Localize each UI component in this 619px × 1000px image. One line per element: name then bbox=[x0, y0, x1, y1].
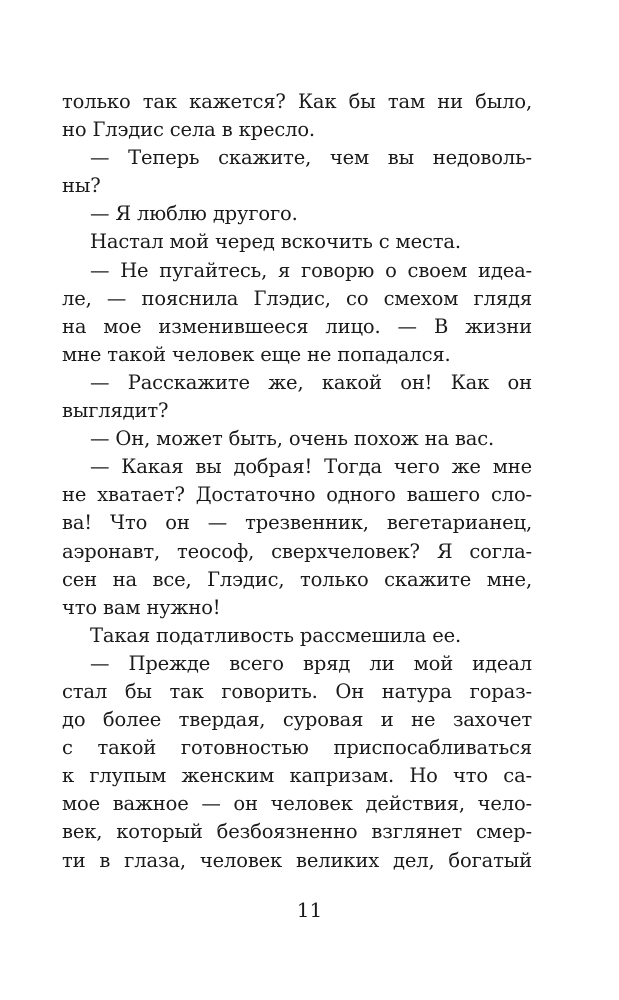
page-number: 11 bbox=[296, 898, 323, 922]
text-line: не хватает? Достаточно одного вашего сло- bbox=[62, 483, 532, 507]
text-line: выглядит? bbox=[62, 399, 169, 423]
text-line: сен на все, Глэдис, только скажите мне, bbox=[62, 567, 532, 591]
text-line: — Теперь скажите, чем вы недоволь- bbox=[90, 146, 532, 170]
text-line: мое важное — он человек действия, чело- bbox=[62, 792, 532, 816]
text-line: что вам нужно! bbox=[62, 595, 221, 619]
text-line: — Какая вы добрая! Тогда чего же мне bbox=[90, 455, 532, 479]
text-line: — Прежде всего вряд ли мой идеал bbox=[90, 651, 532, 675]
text-line: — Расскажите же, какой он! Как он bbox=[90, 370, 532, 394]
text-line: аэронавт, теософ, сверхчеловек? Я согла- bbox=[62, 539, 532, 563]
text-line: — Не пугайтесь, я говорю о своем идеа- bbox=[90, 258, 532, 282]
text-line: только так кажется? Как бы там ни было, bbox=[62, 90, 532, 113]
text-line: с такой готовностью приспосабливаться bbox=[62, 736, 532, 760]
text-line: мне такой человек еще не попадался. bbox=[62, 342, 451, 366]
text-line: стал бы так говорить. Он натура гораз- bbox=[62, 679, 532, 703]
text-line: но Глэдис села в кресло. bbox=[62, 118, 315, 142]
text-line: ле, — пояснила Глэдис, со смехом глядя bbox=[62, 286, 532, 310]
text-line: ва! Что он — трезвенник, вегетарианец, bbox=[62, 511, 532, 535]
text-line: Настал мой черед вскочить с места. bbox=[90, 230, 461, 254]
text-line: — Я люблю другого. bbox=[90, 202, 298, 226]
body-text bbox=[62, 88, 532, 875]
text-line: к глупым женским капризам. Но что са- bbox=[62, 764, 532, 788]
text-line: век, который безбоязненно взглянет смер- bbox=[62, 820, 532, 844]
text-line: ны? bbox=[62, 174, 101, 198]
text-line: до более твердая, суровая и не захочет bbox=[62, 708, 532, 732]
text-line: — Он, может быть, очень похож на вас. bbox=[90, 427, 495, 451]
text-line: Такая податливость рассмешила ее. bbox=[90, 623, 462, 647]
text-line: на мое изменившееся лицо. — В жизни bbox=[62, 314, 532, 338]
text-line: ти в глаза, человек великих дел, богатый bbox=[62, 848, 532, 872]
